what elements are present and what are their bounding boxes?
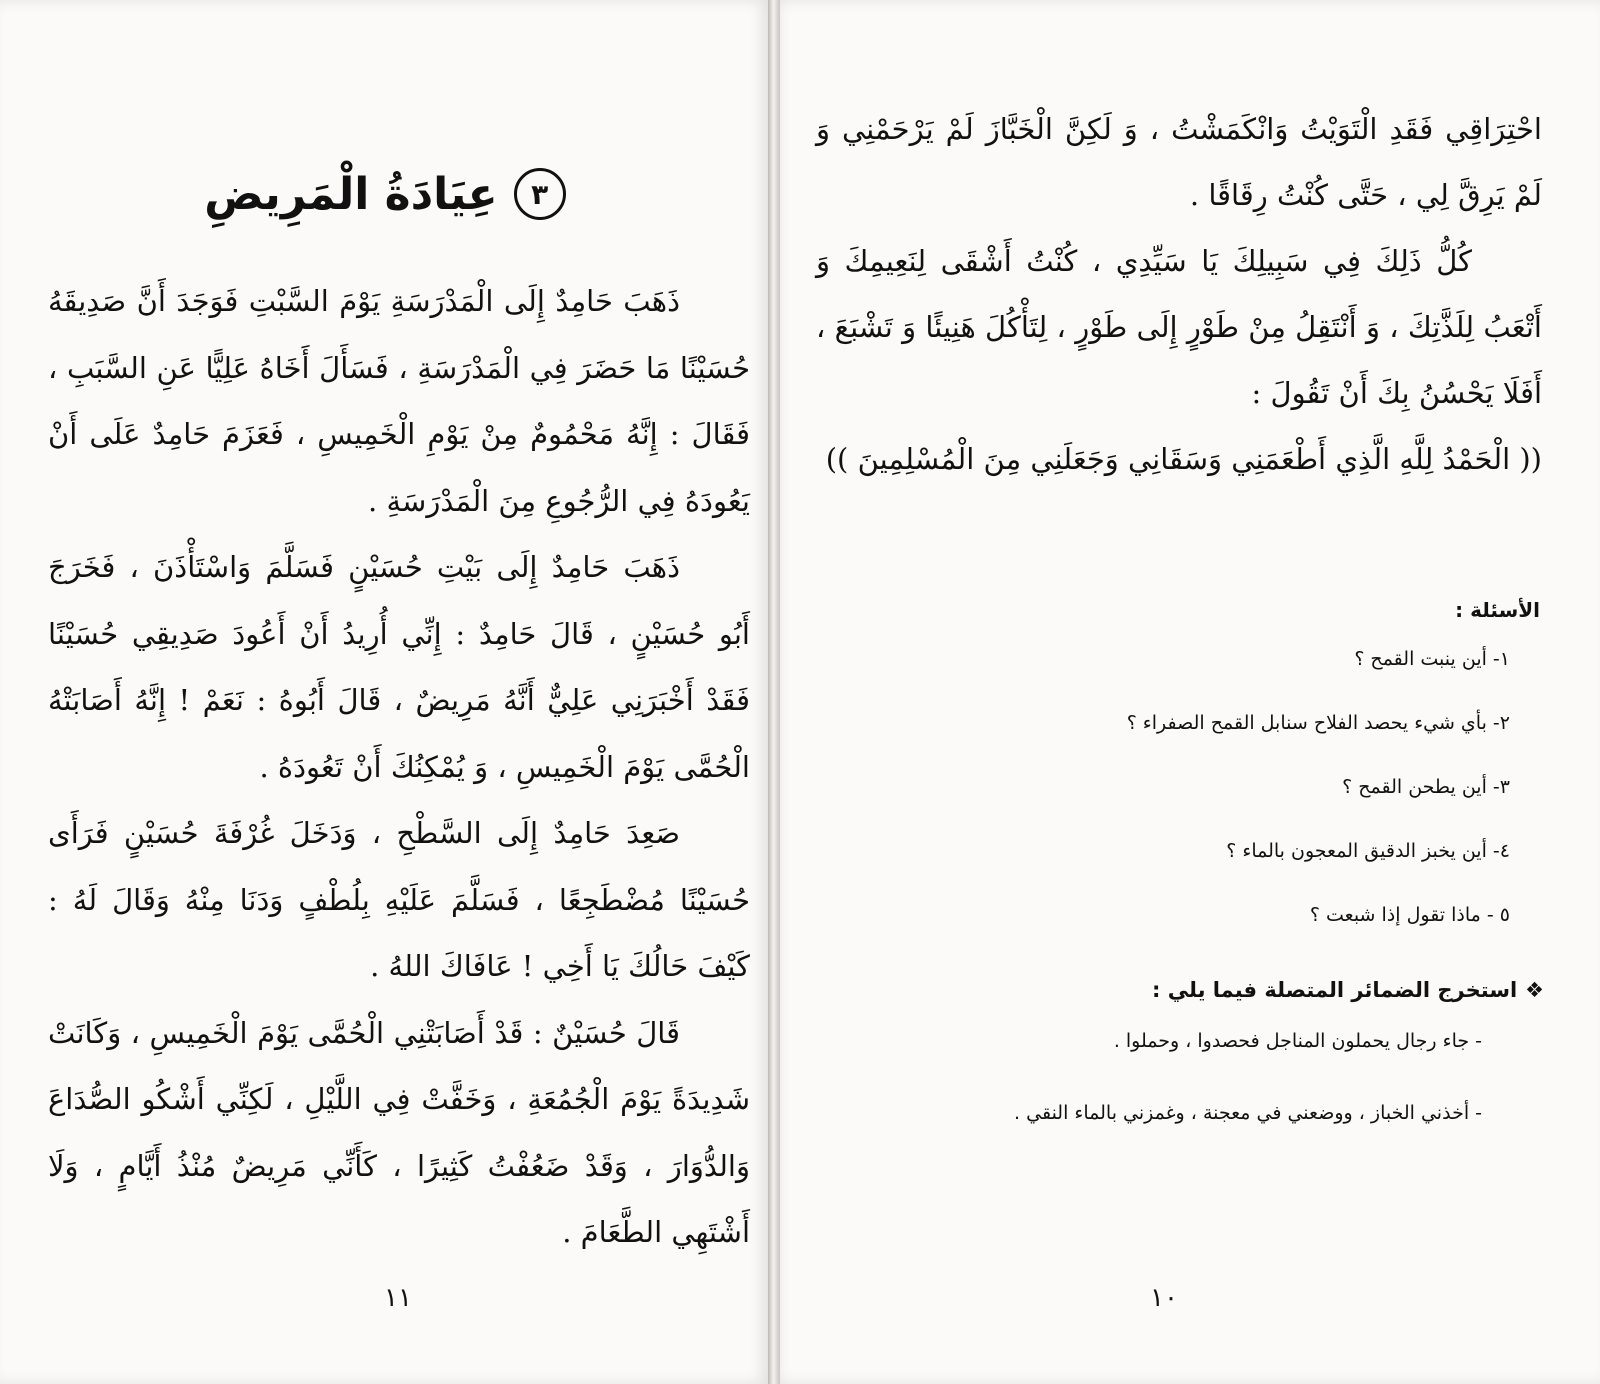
text-paragraph: كُلُّ ذَلِكَ فِي سَبِيلِكَ يَا سَيِّدِي ، كُنْتُ أَشْقَى لِنَعِيمِكَ وَ أَتْعَبُ لِلَذَّتِكَ ، وَ أَنْتَقِلُ مِنْ طَوْرٍ إِلَى طَوْرٍ ، لِتَأْكُلَ هَنِيئًا وَ تَشْبَعَ ، أَفَلَا يَحْسُنُ بِكَ أَنْ تَقُولَ : [816, 244, 1542, 410]
questions-section [980, 598, 1540, 968]
diamond-bullet-icon: ❖ [1525, 978, 1544, 1002]
page-number-left: ١١ [384, 1283, 412, 1313]
question-item: ٤- أين يخبز الدقيق المعجون بالماء ؟ [1226, 840, 1510, 862]
quote-paragraph: (( الْحَمْدُ لِلَّهِ الَّذِي أَطْعَمَنِي وَسَقَانِي وَجَعَلَنِي مِنَ الْمُسْلِمِينَ )) [825, 442, 1542, 476]
question-item: ١- أين ينبت القمح ؟ [1354, 648, 1510, 670]
continuation-text [816, 96, 1542, 492]
page-left [0, 0, 770, 1384]
book-gutter [768, 0, 780, 1384]
lesson-number-badge: ٣ [514, 168, 566, 220]
questions-list [980, 648, 1540, 968]
exercise-heading: استخرج الضمائر المتصلة فيما يلي : [1152, 978, 1518, 1002]
question-item: ٢- بأي شيء يحصد الفلاح سنابل القمح الصفراء ؟ [1126, 712, 1510, 734]
question-item: ٣- أين يطحن القمح ؟ [1342, 776, 1510, 798]
exercise-item: - جاء رجال يحملون المناجل فحصدوا ، وحملوا . [1113, 1030, 1482, 1052]
story-text [48, 268, 750, 1266]
story-paragraph: ذَهَبَ حَامِدٌ إِلَى الْمَدْرَسَةِ يَوْمَ السَّبْتِ فَوَجَدَ أَنَّ صَدِيقَهُ حُسَيْنًا مَا حَضَرَ فِي الْمَدْرَسَةِ ، فَسَأَلَ أَخَاهُ عَلِيًّا عَنِ السَّبَبِ ، فَقَالَ : إِنَّهُ مَحْمُومٌ مِنْ يَوْمِ الْخَمِيسِ ، فَعَزَمَ حَامِدٌ عَلَى أَنْ يَعُودَهُ فِي الرُّجُوعِ مِنَ الْمَدْرَسَةِ . [48, 284, 750, 518]
exercise-item: - أخذني الخباز ، ووضعني في معجنة ، وغمزني بالماء النقي . [1014, 1102, 1482, 1124]
exercise-heading-row [860, 978, 1544, 1002]
story-paragraph: صَعِدَ حَامِدٌ إِلَى السَّطْحِ ، وَدَخَلَ غُرْفَةَ حُسَيْنٍ فَرَأَى حُسَيْنًا مُضْطَجِعًا ، فَسَلَّمَ عَلَيْهِ بِلُطْفٍ وَدَنَا مِنْهُ وَقَالَ لَهُ : كَيْفَ حَالُكَ يَا أَخِي ! عَافَاكَ اللهُ . [48, 816, 750, 983]
questions-heading: الأسئلة : [1455, 598, 1540, 622]
lesson-title: عِيَادَةُ الْمَرِيضِ [204, 168, 498, 220]
story-paragraph: ذَهَبَ حَامِدٌ إِلَى بَيْتِ حُسَيْنٍ فَسَلَّمَ وَاسْتَأْذَنَ ، فَخَرَجَ أَبُو حُسَيْنٍ ، قَالَ حَامِدٌ : إِنِّي أُرِيدُ أَنْ أَعُودَ صَدِيقِي حُسَيْنًا فَقَدْ أَخْبَرَنِي عَلِيٌّ أَنَّهُ مَرِيضٌ ، قَالَ أَبُوهُ : نَعَمْ ! إِنَّهُ أَصَابَتْهُ الْحُمَّى يَوْمَ الْخَمِيسِ ، وَ يُمْكِنُكَ أَنْ تَعُودَهُ . [48, 550, 750, 784]
lesson-header [0, 168, 770, 220]
exercise-list [860, 1030, 1544, 1174]
exercise-section [860, 978, 1544, 1174]
page-number-right: ١٠ [1150, 1283, 1178, 1313]
story-paragraph: قَالَ حُسَيْنٌ : قَدْ أَصَابَتْنِي الْحُمَّى يَوْمَ الْخَمِيسِ ، وَكَانَتْ شَدِيدَةً يَوْمَ الْجُمُعَةِ ، وَخَفَّتْ فِي اللَّيْلِ ، لَكِنِّي أَشْكُو الصُّدَاعَ وَالدُّوَارَ ، وَقَدْ ضَعُفْتُ كَثِيرًا ، كَأَنِّي مَرِيضٌ مُنْذُ أَيَّامٍ ، وَلَا أَشْتَهِي الطَّعَامَ . [48, 1015, 750, 1249]
text-paragraph: احْتِرَاقِي فَقَدِ الْتَوَيْتُ وَانْكَمَشْتُ ، وَ لَكِنَّ الْخَبَّازَ لَمْ يَرْحَمْنِي وَ لَمْ يَرِقَّ لِي ، حَتَّى كُنْتُ رِقَاقًا . [816, 112, 1542, 212]
question-item: ٥ - ماذا تقول إذا شبعت ؟ [1309, 904, 1510, 926]
